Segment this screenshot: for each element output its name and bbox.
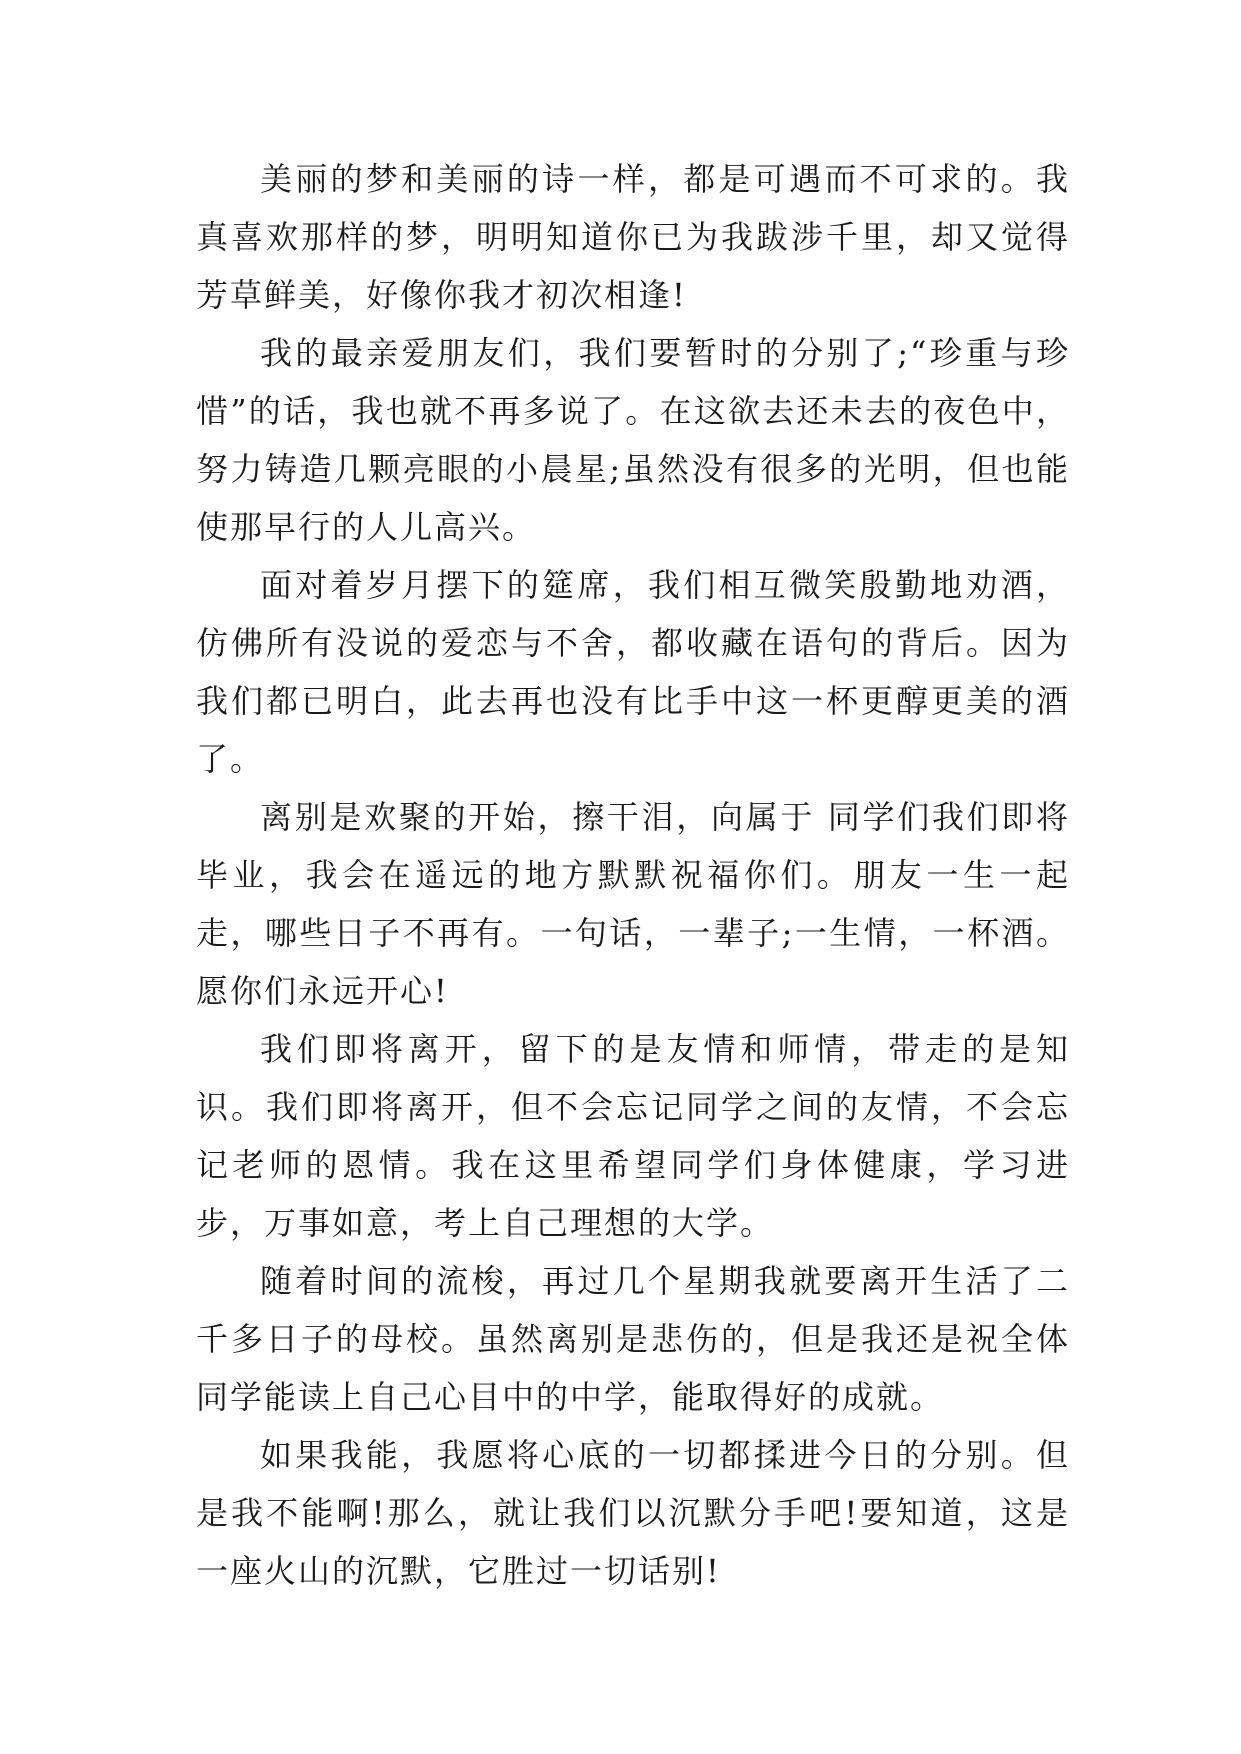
paragraph-6: 随着时间的流梭，再过几个星期我就要离开生活了二千多日子的母校。虽然离别是悲伤的，但是我还是祝全体同学能读上自己心目中的中学，能取得好的成就。 — [196, 1262, 1070, 1416]
paragraph-1: 美丽的梦和美丽的诗一样，都是可遇而不可求的。我真喜欢那样的梦，明明知道你已为我跋涉千里，却又觉得芳草鲜美，好像你我才初次相逢! — [196, 160, 1070, 314]
paragraph-4: 离别是欢聚的开始，擦干泪，向属于 同学们我们即将毕业，我会在遥远的地方默默祝福你们。朋友一生一起走，哪些日子不再有。一句话，一辈子;一生情，一杯酒。愿你们永远开心! — [196, 798, 1070, 1010]
paragraph-5: 我们即将离开，留下的是友情和师情，带走的是知识。我们即将离开，但不会忘记同学之间的友情，不会忘记老师的恩情。我在这里希望同学们身体健康，学习进步，万事如意，考上自己理想的大学。 — [196, 1030, 1070, 1242]
paragraph-7: 如果我能，我愿将心底的一切都揉进今日的分别。但是我不能啊!那么，就让我们以沉默分手吧!要知道，这是一座火山的沉默，它胜过一切话别! — [196, 1436, 1070, 1590]
paragraph-2: 我的最亲爱朋友们，我们要暂时的分别了;“珍重与珍惜”的话，我也就不再多说了。在这欲去还未去的夜色中，努力铸造几颗亮眼的小晨星;虽然没有很多的光明，但也能使那早行的人儿高兴。 — [196, 334, 1070, 546]
paragraph-3: 面对着岁月摆下的筵席，我们相互微笑殷勤地劝酒，仿佛所有没说的爱恋与不舍，都收藏在语句的背后。因为我们都已明白，此去再也没有比手中这一杯更醇更美的酒了。 — [196, 566, 1070, 778]
document-body — [196, 150, 1070, 1600]
